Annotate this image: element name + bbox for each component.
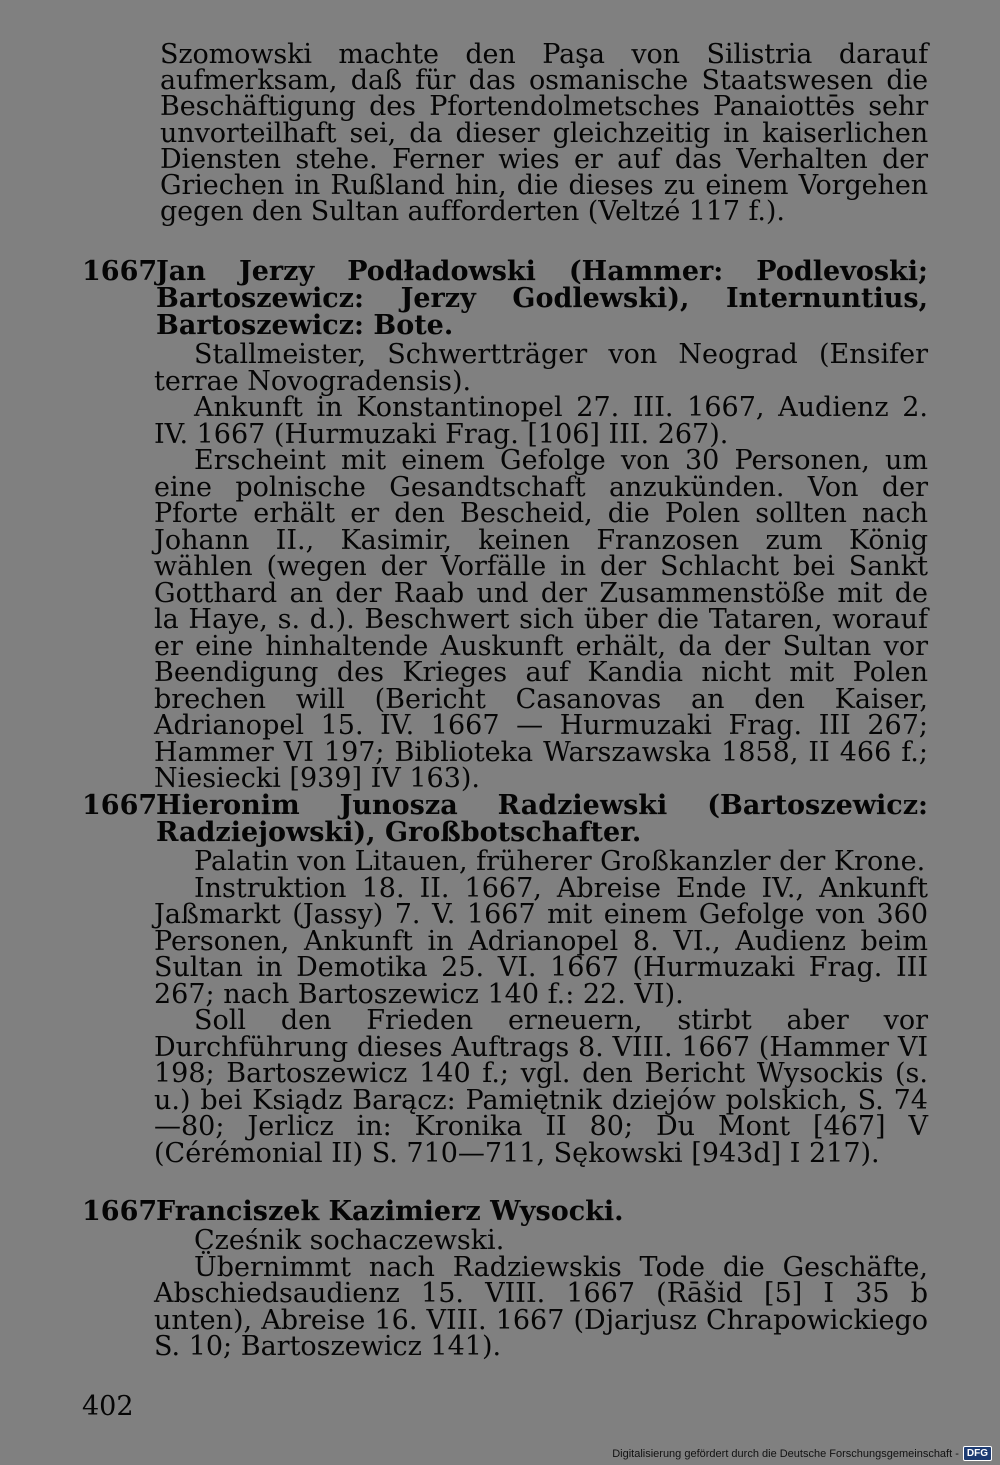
footer-credit [612,1446,992,1461]
entry-heading: Jan Jerzy Podładowski (Hammer: Podlevoski; Bartoszewicz: Jerzy Godlewski), Internuntius, Bartoszewicz: Bote. [156,256,928,341]
footer-text: Digitalisierung gefördert durch die Deutsche Forschungsgemeinschaft - [612,1447,959,1460]
entry-radziewski [82,792,928,1167]
entry-paragraph: Übernimmt nach Radziewskis Tode die Geschäfte, Abschiedsaudienz 15. VIII. 1667 (Rāšid [5] I 35 b unten), Abreise 16. VIII. 1667 (Djarjusz Chrapowickiego S. 10; Bartoszewicz 141). [154,1251,928,1362]
entry-paragraph: Cześnik sochaczewski. [194,1225,505,1256]
intro-paragraph: Szomowski machte den Paşa von Silistria darauf aufmerksam, daß für das osmanische Staatswesen die Beschäftigung des Pfortendolmetsches Panaiottēs sehr unvorteilhaft sei, da dieser gleichzeitig in kaiserlichen Diensten stehe. Ferner wies er auf das Verhalten der Griechen in Rußland hin, die dieses zu einem Vorgehen gegen den Sultan aufforderten (Veltzé 117 f.). [160,39,928,228]
entry-wysocki [82,1198,928,1361]
dfg-logo: DFG [963,1446,992,1461]
entry-year: 1667 [82,1196,158,1227]
entry-paragraph: Erscheint mit einem Gefolge von 30 Personen, um eine polnische Gesandtschaft anzukünden. Von der Pforte erhält er den Bescheid, die Polen sollten nach Johann II., Kasimir, keinen Franzosen zum König wählen (wegen der Vorfälle in der Schlacht bei Sankt Gotthard an der Raab und der Zusammenstöße mit de la Haye, s. d.). Beschwert sich über die Tataren, worauf er eine hinhaltende Auskunft erhält, da der Sultan vor Beendigung des Krieges auf Kandia nicht mit Polen brechen will (Bericht Casanovas an den Kaiser, Adrianopel 15. IV. 1667 — Hurmuzaki Frag. III 267; Hammer VI 197; Biblioteka Warszawska 1858, II 466 f.; Niesiecki [939] IV 163). [154,445,928,794]
entry-paragraph: Stallmeister, Schwertträger von Neograd (Ensifer terrae Novogradensis). [154,339,928,397]
entry-year: 1667 [82,256,158,287]
entry-podladowski [82,258,928,793]
entry-year: 1667 [82,790,158,821]
page-number: 402 [82,1391,134,1422]
entry-paragraph: Palatin von Litauen, früherer Großkanzler der Krone. [194,846,926,877]
entry-paragraph: Ankunft in Konstantinopel 27. III. 1667, Audienz 2. IV. 1667 (Hurmuzaki Frag. [106] III. 267). [154,392,928,450]
entry-heading: Franciszek Kazimierz Wysocki. [156,1196,624,1227]
entry-heading: Hieronim Junosza Radziewski (Bartoszewicz: Radziejowski), Großbotschafter. [156,790,928,848]
entry-paragraph: Soll den Frieden erneuern, stirbt aber vor Durchführung dieses Auftrags 8. VIII. 1667 (Hammer VI 198; Bartoszewicz 140 f.; vgl. den Bericht Wysockis (s. u.) bei Ksiądz Barącz: Pamiętnik dziejów polskich, S. 74—80; Jerlicz in: Kronika II 80; Du Mont [467] V (Cérémonial II) S. 710—711, Sękowski [943d] I 217). [154,1005,928,1169]
entry-paragraph: Instruktion 18. II. 1667, Abreise Ende IV., Ankunft Jaßmarkt (Jassy) 7. V. 1667 mit einem Gefolge von 360 Personen, Ankunft in Adrianopel 8. VI., Audienz beim Sultan in Demotika 25. VI. 1667 (Hurmuzaki Frag. III 267; nach Bartoszewicz 140 f.: 22. VI). [154,872,928,1010]
